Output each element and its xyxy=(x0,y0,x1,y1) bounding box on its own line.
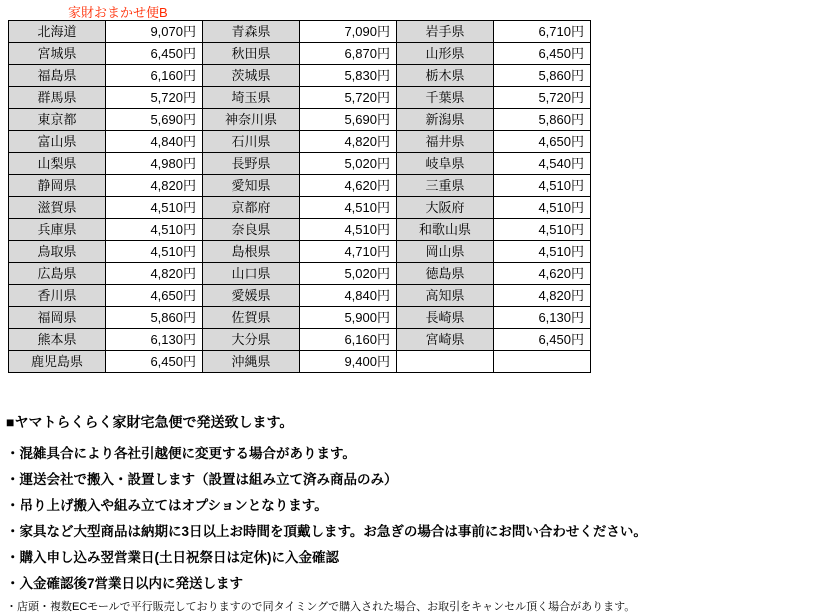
prefecture-cell: 兵庫県 xyxy=(9,219,106,241)
prefecture-cell: 大分県 xyxy=(203,329,300,351)
price-cell: 4,510円 xyxy=(300,219,397,241)
table-row xyxy=(9,153,591,175)
prefecture-cell: 群馬県 xyxy=(9,87,106,109)
prefecture-cell: 岩手県 xyxy=(397,21,494,43)
prefecture-cell: 奈良県 xyxy=(203,219,300,241)
prefecture-cell: 山口県 xyxy=(203,263,300,285)
table-row xyxy=(9,21,591,43)
price-cell: 6,870円 xyxy=(300,43,397,65)
price-cell: 4,540円 xyxy=(494,153,591,175)
prefecture-cell: 愛媛県 xyxy=(203,285,300,307)
price-cell: 4,650円 xyxy=(106,285,203,307)
price-cell: 6,450円 xyxy=(106,351,203,373)
table-row xyxy=(9,175,591,197)
prefecture-cell: 長野県 xyxy=(203,153,300,175)
prefecture-cell: 石川県 xyxy=(203,131,300,153)
price-cell: 5,690円 xyxy=(106,109,203,131)
table-row xyxy=(9,87,591,109)
prefecture-cell: 福井県 xyxy=(397,131,494,153)
table-row xyxy=(9,351,591,373)
prefecture-cell: 徳島県 xyxy=(397,263,494,285)
prefecture-cell: 鹿児島県 xyxy=(9,351,106,373)
table-row xyxy=(9,219,591,241)
prefecture-cell: 東京都 xyxy=(9,109,106,131)
prefecture-cell: 香川県 xyxy=(9,285,106,307)
price-cell: 9,400円 xyxy=(300,351,397,373)
price-cell: 6,450円 xyxy=(494,329,591,351)
note-line: ・運送会社で搬入・設置します（設置は組み立て済み商品のみ） xyxy=(6,472,398,487)
prefecture-cell: 島根県 xyxy=(203,241,300,263)
prefecture-cell: 北海道 xyxy=(9,21,106,43)
prefecture-cell: 青森県 xyxy=(203,21,300,43)
prefecture-cell: 長崎県 xyxy=(397,307,494,329)
table-row xyxy=(9,109,591,131)
table-row xyxy=(9,197,591,219)
price-cell: 4,820円 xyxy=(300,131,397,153)
note-line: ・家具など大型商品は納期に3日以上お時間を頂戴します。お急ぎの場合は事前にお問い合わせください。 xyxy=(6,524,647,539)
fee-table-body xyxy=(9,21,591,373)
page-title: 家財おまかせ便B xyxy=(68,5,168,20)
prefecture-cell: 福島県 xyxy=(9,65,106,87)
prefecture-cell: 宮城県 xyxy=(9,43,106,65)
price-cell: 5,900円 xyxy=(300,307,397,329)
price-cell: 4,510円 xyxy=(106,219,203,241)
prefecture-cell: 福岡県 xyxy=(9,307,106,329)
prefecture-cell: 埼玉県 xyxy=(203,87,300,109)
price-cell: 5,720円 xyxy=(494,87,591,109)
prefecture-cell: 秋田県 xyxy=(203,43,300,65)
price-cell: 4,510円 xyxy=(494,197,591,219)
prefecture-cell: 栃木県 xyxy=(397,65,494,87)
price-cell: 5,720円 xyxy=(106,87,203,109)
price-cell: 4,510円 xyxy=(494,241,591,263)
price-cell: 5,020円 xyxy=(300,263,397,285)
price-cell: 4,510円 xyxy=(494,219,591,241)
prefecture-cell: 滋賀県 xyxy=(9,197,106,219)
prefecture-cell: 静岡県 xyxy=(9,175,106,197)
note-line: ・混雑具合により各社引越便に変更する場合があります。 xyxy=(6,446,356,461)
price-cell: 4,650円 xyxy=(494,131,591,153)
price-cell: 5,690円 xyxy=(300,109,397,131)
prefecture-cell: 千葉県 xyxy=(397,87,494,109)
prefecture-cell: 岐阜県 xyxy=(397,153,494,175)
price-cell: 5,860円 xyxy=(106,307,203,329)
prefecture-cell: 三重県 xyxy=(397,175,494,197)
prefecture-cell: 和歌山県 xyxy=(397,219,494,241)
price-cell: 6,130円 xyxy=(106,329,203,351)
price-cell: 6,710円 xyxy=(494,21,591,43)
price-cell: 6,160円 xyxy=(300,329,397,351)
prefecture-cell: 大阪府 xyxy=(397,197,494,219)
price-cell: 9,070円 xyxy=(106,21,203,43)
notes-section xyxy=(6,412,816,614)
prefecture-cell: 高知県 xyxy=(397,285,494,307)
prefecture-cell: 広島県 xyxy=(9,263,106,285)
table-row xyxy=(9,43,591,65)
price-cell: 4,510円 xyxy=(494,175,591,197)
prefecture-cell: 鳥取県 xyxy=(9,241,106,263)
price-cell: 4,840円 xyxy=(106,131,203,153)
shipping-fee-table xyxy=(8,20,591,373)
table-row xyxy=(9,329,591,351)
prefecture-cell: 岡山県 xyxy=(397,241,494,263)
price-cell: 5,720円 xyxy=(300,87,397,109)
price-cell: 4,620円 xyxy=(300,175,397,197)
prefecture-cell: 山梨県 xyxy=(9,153,106,175)
prefecture-cell: 宮崎県 xyxy=(397,329,494,351)
prefecture-cell: 富山県 xyxy=(9,131,106,153)
prefecture-cell: 熊本県 xyxy=(9,329,106,351)
price-cell: 4,980円 xyxy=(106,153,203,175)
table-row xyxy=(9,263,591,285)
table-row xyxy=(9,241,591,263)
price-cell: 4,820円 xyxy=(106,263,203,285)
price-cell: 4,620円 xyxy=(494,263,591,285)
price-cell: 5,860円 xyxy=(494,109,591,131)
prefecture-cell: 京都府 xyxy=(203,197,300,219)
price-cell: 7,090円 xyxy=(300,21,397,43)
prefecture-cell: 山形県 xyxy=(397,43,494,65)
empty-cell xyxy=(397,351,494,373)
prefecture-cell: 神奈川県 xyxy=(203,109,300,131)
price-cell: 4,820円 xyxy=(494,285,591,307)
table-row xyxy=(9,285,591,307)
price-cell: 6,130円 xyxy=(494,307,591,329)
note-line: ・入金確認後7営業日以内に発送します xyxy=(6,576,244,591)
price-cell: 4,820円 xyxy=(106,175,203,197)
prefecture-cell: 佐賀県 xyxy=(203,307,300,329)
prefecture-cell: 愛知県 xyxy=(203,175,300,197)
table-row xyxy=(9,131,591,153)
price-cell: 4,510円 xyxy=(106,197,203,219)
price-cell: 6,450円 xyxy=(106,43,203,65)
note-disclaimer: ・店頭・複数ECモールで平行販売しておりますので同タイミングで購入された場合、お取引をキャンセル頂く場合があります。 xyxy=(6,601,636,613)
price-cell: 5,020円 xyxy=(300,153,397,175)
empty-cell xyxy=(494,351,591,373)
price-cell: 4,510円 xyxy=(106,241,203,263)
notes-heading: ■ヤマトらくらく家財宅急便で発送致します。 xyxy=(6,414,294,430)
table-row xyxy=(9,307,591,329)
table-row xyxy=(9,65,591,87)
note-line: ・購入申し込み翌営業日(土日祝祭日は定休)に入金確認 xyxy=(6,550,339,565)
price-cell: 4,510円 xyxy=(300,197,397,219)
price-cell: 6,160円 xyxy=(106,65,203,87)
price-cell: 5,860円 xyxy=(494,65,591,87)
note-line: ・吊り上げ搬入や組み立てはオプションとなります。 xyxy=(6,498,328,513)
price-cell: 5,830円 xyxy=(300,65,397,87)
price-cell: 4,710円 xyxy=(300,241,397,263)
prefecture-cell: 沖縄県 xyxy=(203,351,300,373)
price-cell: 4,840円 xyxy=(300,285,397,307)
prefecture-cell: 新潟県 xyxy=(397,109,494,131)
price-cell: 6,450円 xyxy=(494,43,591,65)
prefecture-cell: 茨城県 xyxy=(203,65,300,87)
